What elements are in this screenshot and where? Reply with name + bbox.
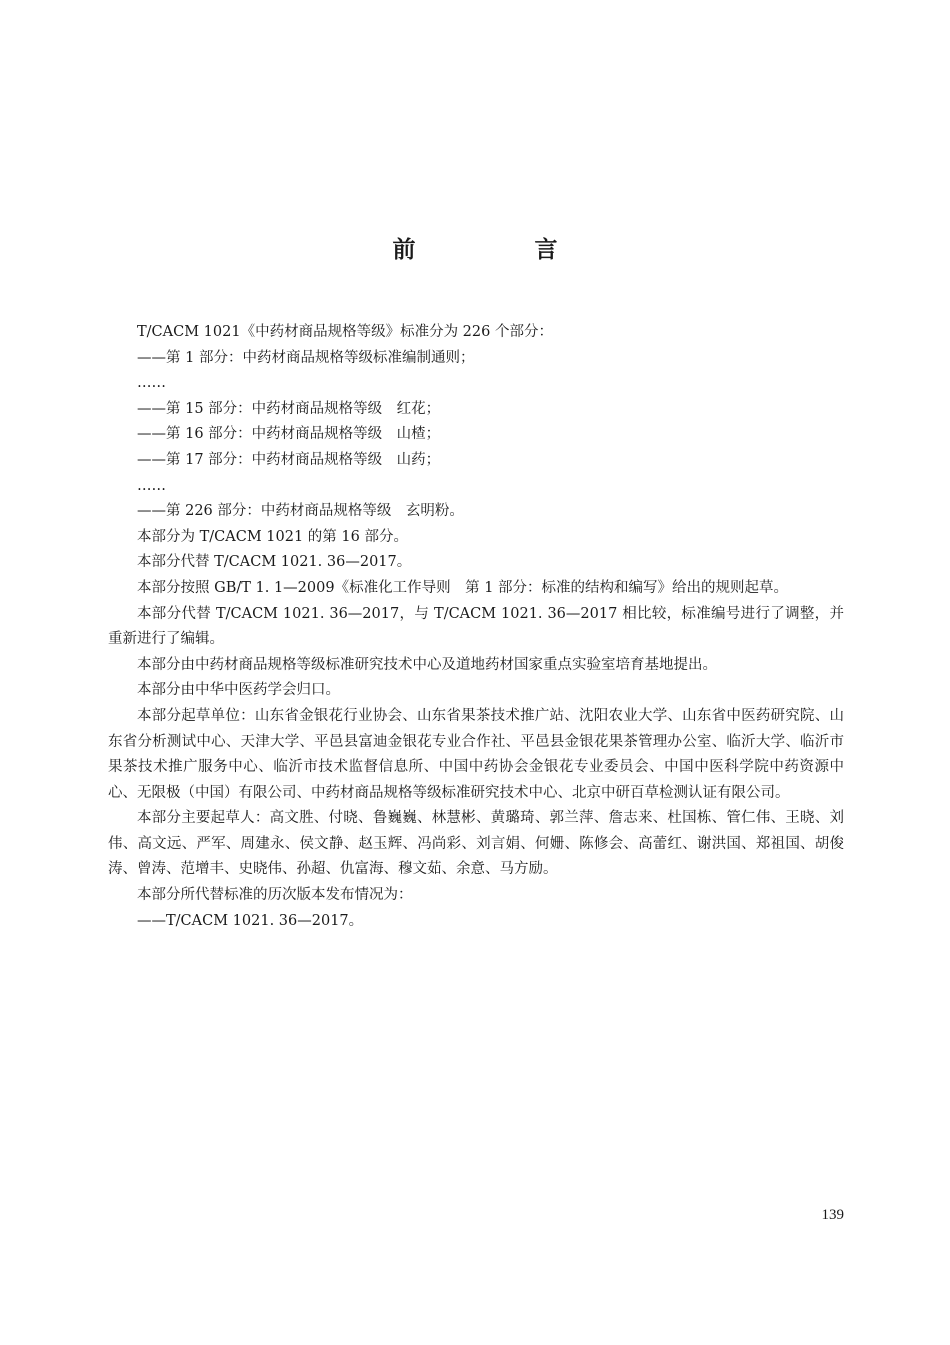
paragraph-part-number: 本部分为 T/CACM 1021 的第 16 部分。: [137, 528, 408, 545]
paragraph-replaces: 本部分代替 T/CACM 1021. 36—2017。: [137, 554, 412, 571]
paragraph-drafting-rules: 本部分按照 GB/T 1. 1—2009《标准化工作导则 第 1 部分：标准的结构和编写》给出的规则起草。: [137, 579, 789, 596]
paragraph-version-history: 本部分所代替标准的历次版本发布情况为：: [137, 887, 413, 904]
page-title: 前 言: [392, 237, 606, 264]
foreword-body: [108, 320, 844, 934]
list-item-part-17: ——第 17 部分：中药材商品规格等级 山药；: [137, 451, 441, 468]
list-item-previous-version: ——T/CACM 1021. 36—2017。: [137, 912, 364, 929]
paragraph-standard-intro: T/CACM 1021《中药材商品规格等级》标准分为 226 个部分：: [137, 324, 553, 340]
paragraph-centralized-by: 本部分由中华中医药学会归口。: [137, 682, 340, 699]
list-ellipsis: ……: [137, 375, 166, 392]
paragraph-proposed-by: 本部分由中药材商品规格等级标准研究技术中心及道地药材国家重点实验室培育基地提出。: [137, 656, 717, 673]
list-item-part-16: ——第 16 部分：中药材商品规格等级 山楂；: [137, 426, 441, 443]
list-item-part-15: ——第 15 部分：中药材商品规格等级 红花；: [137, 400, 441, 417]
paragraph-changes: 本部分代替 T/CACM 1021. 36—2017，与 T/CACM 1021. 36—2017 相比较，标准编号进行了调整，并重新进行了编辑。: [108, 605, 844, 648]
page-number: 139: [821, 1207, 844, 1223]
list-ellipsis: ……: [137, 477, 166, 494]
paragraph-drafting-units: 本部分起草单位：山东省金银花行业协会、山东省果茶技术推广站、沈阳农业大学、山东省中医药研究院、山东省分析测试中心、天津大学、平邑县富迪金银花专业合作社、平邑县金银花果茶管理办公室、临沂大学、临沂市果茶技术推广服务中心、临沂市技术监督信息所、中国中药协会金银花专业委员会、中国中医科学院中药资源中心、无限极（中国）有限公司、中药材商品规格等级标准研究技术中心、北京中研百草检测认证有限公司。: [108, 707, 844, 801]
paragraph-drafters: 本部分主要起草人：高文胜、付晓、鲁巍巍、林慧彬、黄璐琦、郭兰萍、詹志来、杜国栋、管仁伟、王晓、刘伟、高文远、严军、周建永、侯文静、赵玉辉、冯尚彩、刘言娟、何姗、陈修会、高蕾红、谢洪国、郑祖国、胡俊涛、曾涛、范增丰、史晓伟、孙超、仇富海、穆文茹、余意、马方励。: [108, 810, 844, 878]
list-item-part-1: ——第 1 部分：中药材商品规格等级标准编制通则；: [137, 349, 475, 366]
list-item-part-226: ——第 226 部分：中药材商品规格等级 玄明粉。: [137, 503, 464, 520]
